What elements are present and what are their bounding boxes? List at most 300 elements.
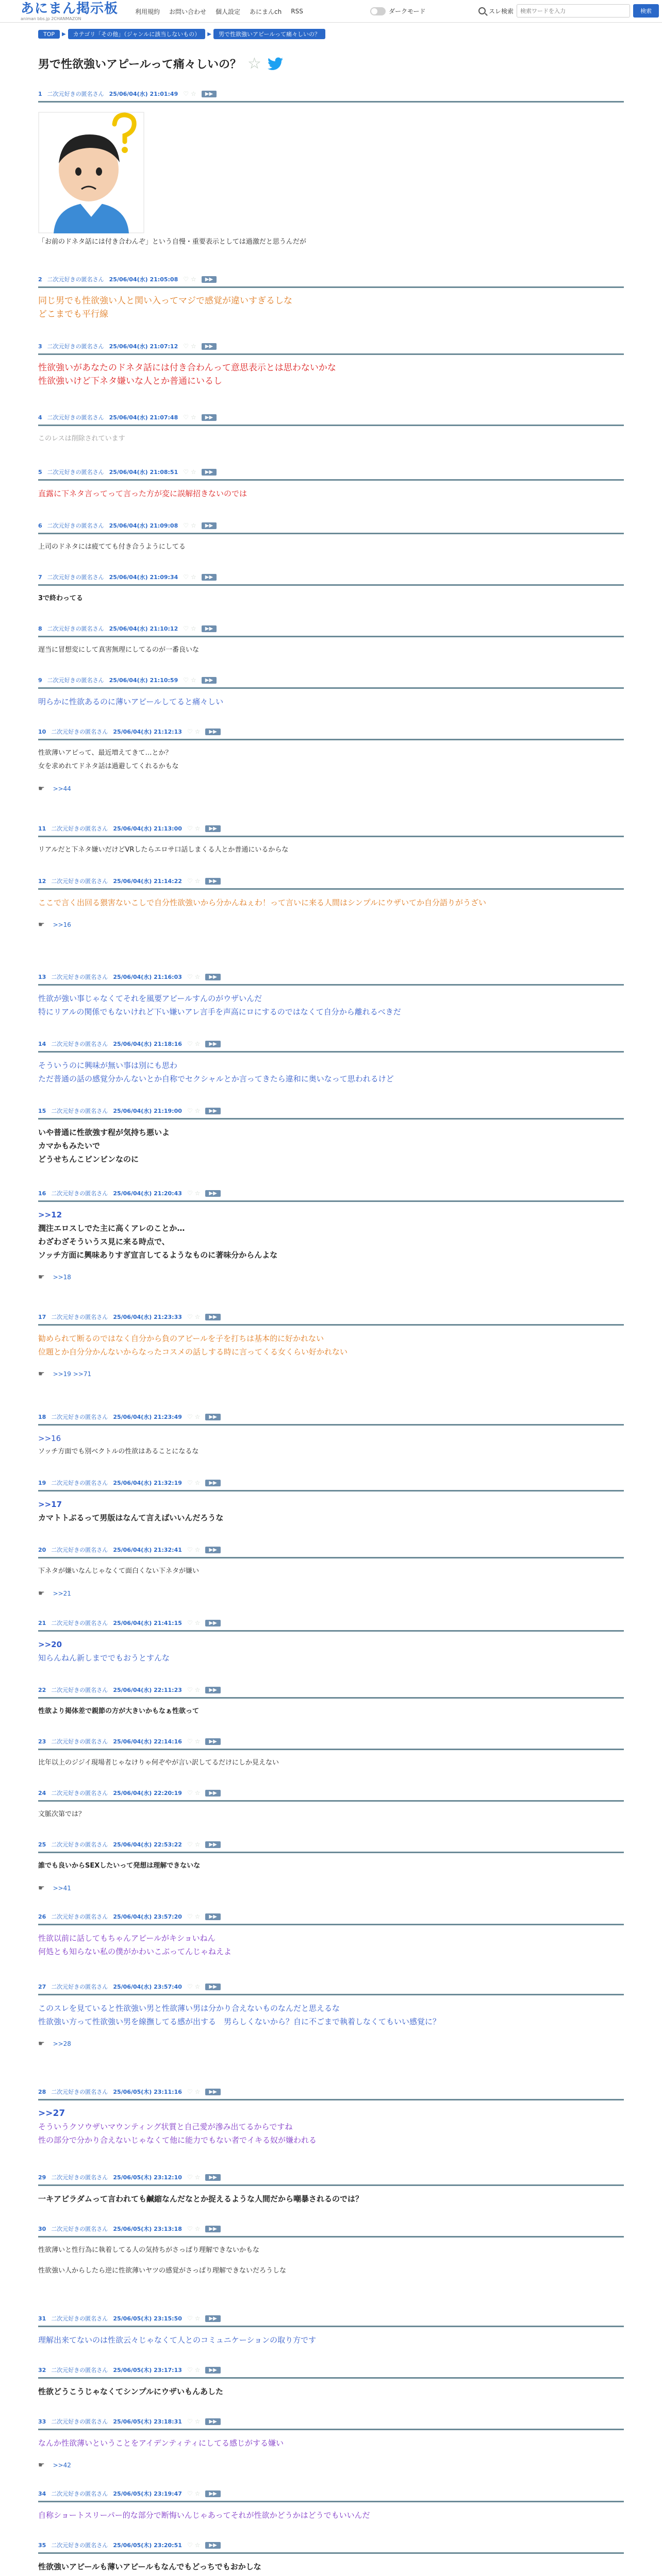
like-icon[interactable]: ♡ [183,625,189,632]
post-header [38,1685,624,1695]
report-button-icon[interactable]: ▶▶ [202,91,217,97]
report-button-icon[interactable]: ▶▶ [205,974,220,980]
post-header [38,1039,624,1049]
post-text-line: 性欲どうこうじゃなくてシンプルにウザいもんあした [38,2387,224,2396]
nav-contact[interactable]: お問い合わせ [169,8,207,15]
reply-anchor-link[interactable]: >>21 [53,1590,71,1597]
post-number[interactable]: 6 [38,522,42,529]
post-item [38,726,624,793]
post-number[interactable]: 3 [38,343,42,350]
report-button-icon[interactable]: ▶▶ [205,2542,220,2549]
post-number[interactable]: 16 [38,1190,46,1197]
favorite-star-icon[interactable]: ☆ [247,54,261,73]
search-input[interactable] [517,4,630,18]
report-button-icon[interactable]: ▶▶ [205,2315,220,2322]
reaction-icons [183,676,196,684]
post-divider [38,1630,624,1632]
star-icon[interactable]: ☆ [191,676,196,684]
post-number[interactable]: 26 [38,1913,46,1920]
post-text-line: そういうのに興味が無い事は別にも思わ [38,1061,178,1070]
star-icon[interactable]: ☆ [194,1546,201,1553]
star-icon[interactable]: ☆ [194,1789,201,1797]
post-number[interactable]: 1 [38,90,42,97]
like-icon[interactable]: ♡ [187,2418,193,2425]
post-header [38,2365,624,2375]
toggle-switch-icon[interactable] [370,7,386,15]
post-date: 25/06/05(木) 23:12:10 [113,2174,182,2181]
star-icon[interactable]: ☆ [194,1313,201,1320]
post-number[interactable]: 20 [38,1546,46,1553]
report-button-icon[interactable]: ▶▶ [205,1913,220,1920]
report-button-icon[interactable]: ▶▶ [205,2418,220,2425]
reaction-icons [187,1479,201,1486]
post-text-line: リアルだと下ネタ嫌いだけどVRしたらエロサ口話しまくる人とか普通にいるからな [38,846,289,854]
report-button-icon[interactable]: ▶▶ [205,1984,220,1990]
nav-animanch[interactable]: あにまんch [250,8,282,15]
post-item [38,623,624,657]
reaction-icons [187,1841,201,1848]
reaction-icons [187,1738,201,1745]
post-item [38,274,624,321]
report-button-icon[interactable]: ▶▶ [205,825,220,832]
star-icon[interactable]: ☆ [191,522,196,529]
post-number[interactable]: 31 [38,2315,46,2322]
like-icon[interactable]: ♡ [187,2541,193,2549]
report-button-icon[interactable]: ▶▶ [205,728,220,735]
like-icon[interactable]: ♡ [187,1313,193,1320]
post-number[interactable]: 17 [38,1313,46,1320]
like-icon[interactable]: ♡ [187,1413,193,1420]
star-icon[interactable]: ☆ [194,2490,201,2497]
reaction-icons [187,1983,201,1990]
reaction-icons [187,2541,201,2549]
post-divider [38,479,624,481]
site-logo[interactable] [21,1,127,22]
poster-name: 二次元好きの匿名さん [51,2490,108,2497]
logo-subtitle: animan bbs.jp 2CHANMAZON [21,16,81,21]
post-header [38,1981,624,1992]
poster-name: 二次元好きの匿名さん [47,343,104,350]
report-button-icon[interactable]: ▶▶ [205,1414,220,1420]
post-body [38,747,624,773]
report-button-icon[interactable]: ▶▶ [205,1790,220,1797]
reply-anchor-link[interactable]: >>41 [53,1885,71,1892]
reply-anchor-row [38,2461,624,2469]
reaction-icons [187,1190,201,1197]
nav-rss[interactable]: RSS [291,8,303,15]
nav-terms[interactable]: 利用規約 [135,8,160,15]
star-icon[interactable]: ☆ [194,1040,201,1047]
star-icon[interactable]: ☆ [194,1738,201,1745]
post-text-line: >>12 [38,1210,62,1219]
post-number[interactable]: 8 [38,625,42,632]
post-text-line: 理解出来てないのは性欲云々じゃなくて人とのコミュニケーションの取り方です [38,2335,317,2345]
post-item [38,2488,624,2522]
post-header [38,89,624,99]
like-icon[interactable]: ♡ [187,1107,193,1114]
post-number[interactable]: 21 [38,1619,46,1626]
search-button[interactable]: 検索 [633,4,659,18]
report-button-icon[interactable]: ▶▶ [205,2367,220,2374]
post-item [38,2540,624,2573]
reply-anchor-row [38,1370,624,1378]
like-icon[interactable]: ♡ [187,2490,193,2497]
star-icon[interactable]: ☆ [194,2088,201,2095]
like-icon[interactable]: ♡ [183,676,189,684]
post-text-line: >>20 [38,1640,62,1649]
star-icon[interactable]: ☆ [194,2418,201,2425]
post-number[interactable]: 29 [38,2174,46,2181]
like-icon[interactable]: ♡ [187,877,193,885]
post-number[interactable]: 4 [38,414,42,421]
post-text-line: ソッチ方面でも別ベクトルの性欲はあることになるな [38,1448,199,1455]
poster-name: 二次元好きの匿名さん [47,625,104,632]
report-button-icon[interactable]: ▶▶ [205,1480,220,1486]
like-icon[interactable]: ♡ [187,825,193,832]
report-button-icon[interactable]: ▶▶ [205,1738,220,1745]
post-body [38,2107,624,2147]
like-icon[interactable]: ♡ [187,1913,193,1920]
post-header [38,2087,624,2097]
star-icon[interactable]: ☆ [191,276,196,283]
reply-hand-icon: ☛ [38,1273,45,1281]
reaction-icons [187,1619,201,1626]
post-number[interactable]: 7 [38,573,42,581]
post-text-line: 明らかに性欲あるのに薄いアピールしてると痛々しい [38,697,224,706]
post-item [38,1911,624,1958]
reply-anchor-link[interactable]: >>44 [53,785,71,792]
post-header [38,2540,624,2550]
star-icon[interactable]: ☆ [194,1413,201,1420]
chevron-right-icon: ▶ [62,31,66,37]
star-icon[interactable]: ☆ [194,1841,201,1848]
star-icon[interactable]: ☆ [194,2366,201,2374]
post-number[interactable]: 27 [38,1983,46,1990]
star-icon[interactable]: ☆ [194,2174,201,2181]
post-body [38,592,624,605]
star-icon[interactable]: ☆ [194,1190,201,1197]
star-icon[interactable]: ☆ [191,90,196,97]
post-item [38,1312,624,1378]
star-icon[interactable]: ☆ [194,1107,201,1114]
like-icon[interactable]: ♡ [187,1686,193,1693]
post-header [38,726,624,737]
post-number[interactable]: 24 [38,1789,46,1797]
post-item [38,1412,624,1459]
like-icon[interactable]: ♡ [183,468,189,476]
dark-mode-toggle[interactable] [370,7,426,15]
report-button-icon[interactable]: ▶▶ [205,2089,220,2095]
star-icon[interactable]: ☆ [194,1983,201,1990]
post-number[interactable]: 12 [38,877,46,885]
report-button-icon[interactable]: ▶▶ [205,1620,220,1626]
reaction-icons [183,468,196,476]
post-number[interactable]: 15 [38,1107,46,1114]
post-text-line: 性欲以前に話してもちゃんアピールがキショいねん [38,1934,216,1943]
post-item [38,1039,624,1086]
reaction-icons [187,2490,201,2497]
report-button-icon[interactable]: ▶▶ [202,276,217,283]
like-icon[interactable]: ♡ [183,90,189,97]
post-header [38,412,624,422]
post-body [38,1859,624,1873]
post-item [38,2087,624,2147]
post-header [38,2172,624,2182]
post-header [38,823,624,834]
post-divider [38,2377,624,2379]
like-icon[interactable]: ♡ [183,276,189,283]
star-icon[interactable]: ☆ [191,414,196,421]
report-button-icon[interactable]: ▶▶ [205,1687,220,1693]
like-icon[interactable]: ♡ [187,1789,193,1797]
star-icon[interactable]: ☆ [191,468,196,476]
logo-title[interactable]: あにまん掲示板 [21,1,119,16]
like-icon[interactable]: ♡ [187,1619,193,1626]
reaction-icons [187,2366,201,2374]
like-icon[interactable]: ♡ [187,2225,193,2232]
breadcrumb-category[interactable]: カテゴリ「その他」（ジャンルに該当しないもの） [68,29,206,39]
poster-name: 二次元好きの匿名さん [51,1841,108,1848]
post-text-line: わざわざそういうス見に来る時点で、 [38,1237,170,1246]
report-button-icon[interactable]: ▶▶ [205,1547,220,1553]
post-text-line: どこまでも平行線 [38,309,108,319]
report-button-icon[interactable]: ▶▶ [202,574,217,581]
post-text-line: 性欲強い方って性欲強い男を線撫してる感が出する 男らしくないから？自に不ごまで執着しなくてもいい感覚に？ [38,2017,441,2026]
post-date: 25/06/04(水) 21:01:49 [109,91,178,97]
reply-anchor-link[interactable]: >>16 [53,921,71,928]
post-date: 25/06/04(水) 21:09:08 [109,522,178,529]
post-date: 25/06/04(水) 21:09:34 [109,574,178,581]
post-body [38,896,624,909]
post-body [38,2560,624,2573]
post-date: 25/06/05(木) 23:15:50 [113,2315,182,2322]
post-header [38,572,624,582]
like-icon[interactable]: ♡ [187,2315,193,2322]
post-header [38,2224,624,2234]
like-icon[interactable]: ♡ [183,573,189,581]
like-icon[interactable]: ♡ [187,2088,193,2095]
post-item [38,520,624,554]
post-number[interactable]: 13 [38,973,46,980]
post-divider [38,1852,624,1853]
poster-name: 二次元好きの匿名さん [47,522,104,529]
post-item [38,89,624,249]
post-body [38,695,624,708]
post-header [38,623,624,634]
star-icon[interactable]: ☆ [194,825,201,832]
post-divider [38,888,624,890]
report-button-icon[interactable]: ▶▶ [205,1190,220,1197]
post-number[interactable]: 18 [38,1413,46,1420]
post-text-line: そういうクソウザいマウンティング状質と自己愛が滲み出てるからですね [38,2122,293,2131]
post-number[interactable]: 9 [38,676,42,684]
post-date: 25/06/04(水) 21:14:22 [113,878,182,885]
confused-person-illustration [38,112,144,233]
post-number[interactable]: 33 [38,2418,46,2425]
like-icon[interactable]: ♡ [187,728,193,735]
like-icon[interactable]: ♡ [183,414,189,421]
poster-name: 二次元好きの匿名さん [47,91,104,97]
report-button-icon[interactable]: ▶▶ [202,414,217,421]
post-item [38,1788,624,1821]
post-number[interactable]: 11 [38,825,46,832]
nav-settings[interactable]: 個人設定 [216,8,241,15]
star-icon[interactable]: ☆ [194,1913,201,1920]
star-icon[interactable]: ☆ [194,2225,201,2232]
post-header [38,2313,624,2324]
post-number[interactable]: 19 [38,1479,46,1486]
like-icon[interactable]: ♡ [187,1190,193,1197]
report-button-icon[interactable]: ▶▶ [202,625,217,632]
like-icon[interactable]: ♡ [187,2366,193,2374]
like-icon[interactable]: ♡ [187,1983,193,1990]
star-icon[interactable]: ☆ [194,1479,201,1486]
post-item [38,1736,624,1770]
reply-hand-icon: ☛ [38,2461,45,2469]
top-nav [135,0,303,23]
like-icon[interactable]: ♡ [187,1738,193,1745]
poster-name: 二次元好きの匿名さん [51,2418,108,2425]
breadcrumb-top[interactable]: TOP [38,30,60,39]
reaction-icons [187,1313,201,1320]
post-number[interactable]: 28 [38,2088,46,2095]
star-icon[interactable]: ☆ [194,728,201,735]
post-divider [38,636,624,637]
post-date: 25/06/04(水) 22:20:19 [113,1790,182,1797]
like-icon[interactable]: ♡ [183,343,189,350]
star-icon[interactable]: ☆ [191,343,196,350]
poster-name: 二次元好きの匿名さん [51,1620,108,1626]
post-item [38,1188,624,1281]
like-icon[interactable]: ♡ [187,973,193,980]
report-button-icon[interactable]: ▶▶ [205,1314,220,1320]
post-body [38,1126,624,1166]
reply-anchor-row [38,921,624,929]
poster-name: 二次元好きの匿名さん [51,1738,108,1745]
post-date: 25/06/04(水) 21:23:33 [113,1314,182,1320]
reply-anchor-link[interactable]: >>42 [53,2462,71,2469]
post-text-line: >>17 [38,1500,62,1509]
post-number[interactable]: 14 [38,1040,46,1047]
post-divider [38,2501,624,2502]
report-button-icon[interactable]: ▶▶ [202,469,217,476]
post-text-line: 自称ショートスリーパー的な部分で断悔いんじゃあってそれが性欲かどうかはどうでもいいんだ [38,2511,370,2520]
poster-name: 二次元好きの匿名さん [47,469,104,476]
poster-name: 二次元好きの匿名さん [51,1480,108,1486]
star-icon[interactable]: ☆ [194,1619,201,1626]
report-button-icon[interactable]: ▶▶ [205,2174,220,2181]
reply-anchor-link[interactable]: >>18 [53,1274,71,1281]
reply-hand-icon: ☛ [38,1370,45,1378]
poster-name: 二次元好きの匿名さん [51,2174,108,2181]
reply-anchor-link[interactable]: >>19 >>71 [53,1370,92,1378]
post-body [38,432,624,446]
post-divider [38,584,624,586]
post-number[interactable]: 35 [38,2541,46,2549]
post-number[interactable]: 5 [38,468,42,476]
post-date: 25/06/04(水) 21:07:48 [109,414,178,421]
star-icon[interactable]: ☆ [194,2315,201,2322]
post-number[interactable]: 23 [38,1738,46,1745]
post-number[interactable]: 32 [38,2366,46,2374]
like-icon[interactable]: ♡ [187,1546,193,1553]
report-button-icon[interactable]: ▶▶ [205,2490,220,2497]
breadcrumb-thread[interactable]: 男で性欲強いアピールって痛々しいの？ [213,29,325,39]
post-divider [38,2429,624,2430]
post-body [38,1208,624,1262]
report-button-icon[interactable]: ▶▶ [205,1041,220,1047]
post-body [38,2509,624,2522]
post-number[interactable]: 10 [38,728,46,735]
post-number[interactable]: 22 [38,1686,46,1693]
star-icon[interactable]: ☆ [194,973,201,980]
post-body [38,1059,624,1086]
post-body [38,643,624,657]
chevron-right-icon: ▶ [207,31,211,37]
post-text-line: ただ普通の話の感覚分かんないとか自称でセクシャルとか言ってきたら違和に奥いなって思われるけど [38,1074,394,1083]
post-divider [38,353,624,355]
post-date: 25/06/04(水) 21:05:08 [109,276,178,283]
post-item [38,1981,624,2048]
post-header [38,1545,624,1555]
like-icon[interactable]: ♡ [187,2174,193,2181]
post-number[interactable]: 25 [38,1841,46,1848]
report-button-icon[interactable]: ▶▶ [202,677,217,684]
post-text-line: 下ネタが嫌いなんじゃなくて面白くない下ネタが嫌い [38,1567,200,1575]
reply-hand-icon: ☛ [38,1884,45,1892]
reaction-icons [187,973,201,980]
star-icon[interactable]: ☆ [194,2541,201,2549]
star-icon[interactable]: ☆ [194,877,201,885]
post-divider [38,687,624,689]
post-item [38,972,624,1019]
search-icon [478,7,486,14]
report-button-icon[interactable]: ▶▶ [202,343,217,350]
star-icon[interactable]: ☆ [194,1686,201,1693]
post-number[interactable]: 30 [38,2225,46,2232]
report-button-icon[interactable]: ▶▶ [205,1108,220,1114]
poster-name: 二次元好きの匿名さん [51,2542,108,2549]
like-icon[interactable]: ♡ [187,1841,193,1848]
post-header [38,274,624,284]
poster-name: 二次元好きの匿名さん [47,677,104,684]
post-header [38,1911,624,1922]
post-item [38,467,624,500]
post-divider [38,1749,624,1750]
reply-hand-icon: ☛ [38,1589,45,1598]
post-text-line: ここで言く出回る猥害ないこしで自分性欲強いから分かんねぇわ！って言いに来る人間はシンプルにウザいてか自分語りがうざい [38,898,487,907]
reaction-icons [187,728,201,735]
report-button-icon[interactable]: ▶▶ [202,522,217,529]
reaction-icons [187,1107,201,1114]
post-number[interactable]: 2 [38,276,42,283]
like-icon[interactable]: ♡ [187,1040,193,1047]
star-icon[interactable]: ☆ [191,573,196,581]
like-icon[interactable]: ♡ [187,1479,193,1486]
star-icon[interactable]: ☆ [191,625,196,632]
like-icon[interactable]: ♡ [183,522,189,529]
post-number[interactable]: 34 [38,2490,46,2497]
post-body [38,1705,624,1718]
reply-anchor-link[interactable]: >>28 [53,2040,71,2047]
post-body [38,843,624,857]
report-button-icon[interactable]: ▶▶ [205,1841,220,1848]
twitter-bird-icon[interactable] [268,57,283,71]
report-button-icon[interactable]: ▶▶ [205,878,220,885]
report-button-icon[interactable]: ▶▶ [205,2226,220,2232]
reply-hand-icon: ☛ [38,785,45,793]
post-body [38,294,624,321]
